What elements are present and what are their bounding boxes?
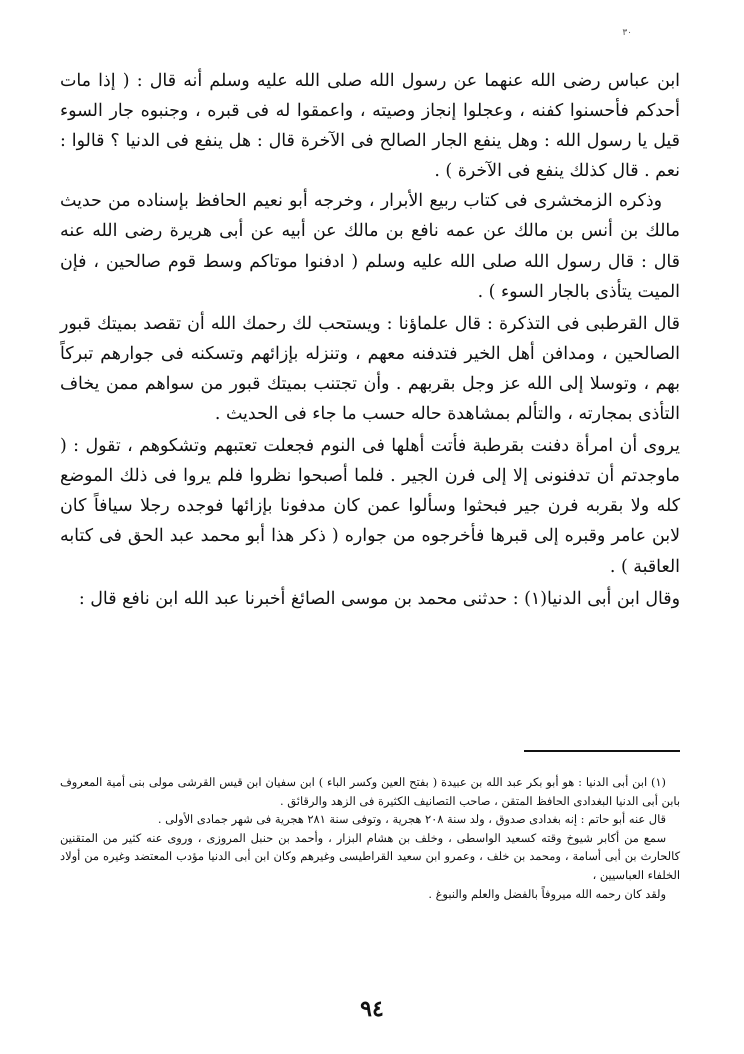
footnote-separator-rule [524,750,680,752]
corner-mark: ٣٠ [622,28,632,38]
body-paragraph: ابن عباس رضى الله عنهما عن رسول الله صلى الله عليه وسلم أنه قال : ( إذا مات أحدكم فأحسنوا كفنه ، وعجلوا إنجاز وصيته ، واعمقوا له فى قبره ، وجنبوه جار السوء قيل يا رسول الله : وهل ينفع الجار الصالح فى الآخرة قال : هل ينفع فى الدنيا ؟ قالوا : نعم . قال كذلك ينفع فى الآخرة ) . [60,71,680,182]
footnotes [60,773,680,903]
footnote-paragraph: سمع من أكابر شيوخ وقته كسعيد الواسطى ، وخلف بن هشام البزار ، وأحمد بن حنبل المروزى ، وروى عنه كثير من المتقنين كالحارث بن أبى أسامة ، ومحمد بن خلف ، وعمرو ابن سعيد القراطيسى وغيرهم وكان ابن أبى الدنيا مؤدب المعتضد وغيره من أولاد الخلفاء العباسيين ، [60,830,680,882]
page-number: ٩٤ [360,996,384,1022]
footnote-paragraph: قال عنه أبو حاتم : إنه بغدادى صدوق ، ولد سنة ٢٠٨ هجرية ، وتوفى سنة ٢٨١ هجرية فى شهر جمادى الأولى . [157,812,666,827]
footnote-paragraph: ولقد كان رحمه الله ميروفاً بالفضل والعلم والنبوغ . [428,886,666,901]
body-paragraph: وقال ابن أبى الدنيا(١) : حدثنى محمد بن موسى الصائغ أخبرنا عبد الله ابن نافع قال : [78,588,680,609]
body-paragraph: وذكره الزمخشرى فى كتاب ربيع الأبرار ، وخرجه أبو نعيم الحافظ بإسناده من حديث مالك بن أنس بن مالك عن عمه نافع بن مالك عن أبيه عن أبى هريرة رضى الله عنه قال : قال رسول الله صلى الله عليه وسلم ( ادفنوا موتاكم وسط قوم صالحين ، فإن الميت يتأذى بالجار السوء ) . [60,191,680,302]
body-paragraph: قال القرطبى فى التذكرة : قال علماؤنا : ويستحب لك رحمك الله أن تقصد بميتك قبور الصالحين ، ومدافن أهل الخير فتدفنه معهم ، وتنزله بإزائهم وتسكنه فى جوارهم تبركاً بهم ، وتوسلا إلى الله عز وجل بقربهم . وأن تجتنب بميتك قبور من سواهم ممن يخاف التأذى بمجارته ، والتألم بمشاهدة حاله حسب ما جاء فى الحديث . [60,313,680,425]
body-paragraph: يروى أن امرأة دفنت بقرطبة فأتت أهلها فى النوم فجعلت تعتبهم وتشكوهم ، تقول : ( ماوجدتم أن تدفنونى إلا إلى فرن الجير . فلما أصبحوا نظروا فلم يروا فى ذلك الموضع كله ولا بقربه فرن جير فبحثوا وسألوا عمن كان مدفونا بإزائها فوجده رجلا سيافاً كان لابن عامر وقبره إلى قبرها فأخرجوه من جواره ( ذكر هذا أبو محمد عبد الحق فى كتابه العاقبة ) . [60,436,680,577]
main-text [60,66,680,614]
footnote-paragraph: (١) ابن أبى الدنيا : هو أبو بكر عبد الله بن عبيدة ( بفتح العين وكسر الباء ) ابن سفيان ابن قيس القرشى مولى بنى أمية المعروف بابن أبى الدنيا البغدادى الحافظ المتقن ، صاحب التصانيف الكثيرة فى الزهد والرقائق . [60,775,680,808]
